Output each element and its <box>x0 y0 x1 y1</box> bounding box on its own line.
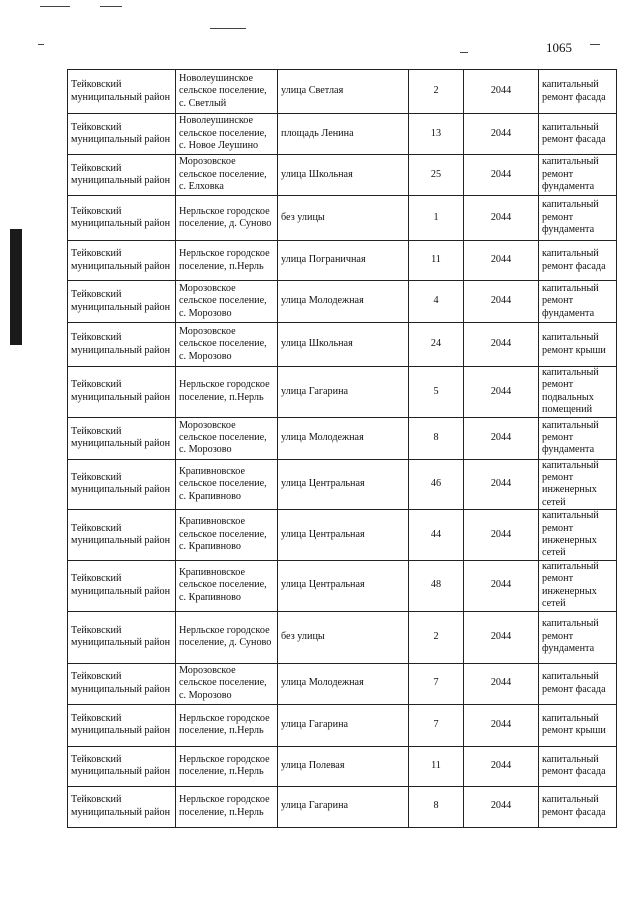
district-cell: Тейковский муниципальный район <box>68 704 176 746</box>
district-cell: Тейковский муниципальный район <box>68 114 176 155</box>
work-type-cell: капитальный ремонт подвальных помещений <box>539 367 617 418</box>
year-cell: 2044 <box>464 196 539 241</box>
year-cell: 2044 <box>464 510 539 561</box>
scan-artifact <box>38 44 44 45</box>
table-row <box>68 241 617 281</box>
work-type-cell: капитальный ремонт крыши <box>539 704 617 746</box>
street-cell: улица Молодежная <box>278 663 409 704</box>
work-type-cell: капитальный ремонт фасада <box>539 746 617 786</box>
house-number-cell: 5 <box>409 367 464 418</box>
table-row <box>68 114 617 155</box>
table-row <box>68 70 617 114</box>
year-cell: 2044 <box>464 560 539 611</box>
table-row <box>68 560 617 611</box>
street-cell: улица Центральная <box>278 510 409 561</box>
settlement-cell: Морозовское сельское поселение, с. Морозово <box>176 323 278 367</box>
settlement-cell: Крапивновское сельское поселение, с. Крапивново <box>176 560 278 611</box>
table-row <box>68 510 617 561</box>
settlement-cell: Нерльское городское поселение, п.Нерль <box>176 746 278 786</box>
street-cell: улица Светлая <box>278 70 409 114</box>
settlement-cell: Морозовское сельское поселение, с. Елховка <box>176 155 278 196</box>
work-type-cell: капитальный ремонт фундамента <box>539 417 617 459</box>
house-number-cell: 7 <box>409 704 464 746</box>
table-row <box>68 281 617 323</box>
table-row <box>68 367 617 418</box>
register-table <box>67 69 617 828</box>
street-cell: улица Центральная <box>278 560 409 611</box>
house-number-cell: 46 <box>409 459 464 510</box>
table-row <box>68 704 617 746</box>
year-cell: 2044 <box>464 417 539 459</box>
district-cell: Тейковский муниципальный район <box>68 70 176 114</box>
scan-artifact <box>590 44 600 45</box>
district-cell: Тейковский муниципальный район <box>68 786 176 827</box>
district-cell: Тейковский муниципальный район <box>68 155 176 196</box>
year-cell: 2044 <box>464 704 539 746</box>
scan-artifact <box>210 28 246 29</box>
house-number-cell: 1 <box>409 196 464 241</box>
settlement-cell: Морозовское сельское поселение, с. Морозово <box>176 417 278 459</box>
street-cell: улица Центральная <box>278 459 409 510</box>
work-type-cell: капитальный ремонт фасада <box>539 70 617 114</box>
work-type-cell: капитальный ремонт фасада <box>539 241 617 281</box>
street-cell: улица Школьная <box>278 323 409 367</box>
house-number-cell: 13 <box>409 114 464 155</box>
district-cell: Тейковский муниципальный район <box>68 560 176 611</box>
work-type-cell: капитальный ремонт фундамента <box>539 611 617 663</box>
street-cell: улица Гагарина <box>278 704 409 746</box>
house-number-cell: 48 <box>409 560 464 611</box>
work-type-cell: капитальный ремонт фасада <box>539 114 617 155</box>
district-cell: Тейковский муниципальный район <box>68 323 176 367</box>
work-type-cell: капитальный ремонт фундамента <box>539 281 617 323</box>
street-cell: улица Молодежная <box>278 417 409 459</box>
district-cell: Тейковский муниципальный район <box>68 611 176 663</box>
house-number-cell: 7 <box>409 663 464 704</box>
settlement-cell: Крапивновское сельское поселение, с. Крапивново <box>176 459 278 510</box>
scan-artifact <box>460 52 468 53</box>
year-cell: 2044 <box>464 459 539 510</box>
settlement-cell: Морозовское сельское поселение, с. Морозово <box>176 663 278 704</box>
district-cell: Тейковский муниципальный район <box>68 510 176 561</box>
year-cell: 2044 <box>464 367 539 418</box>
work-type-cell: капитальный ремонт инженерных сетей <box>539 459 617 510</box>
work-type-cell: капитальный ремонт инженерных сетей <box>539 510 617 561</box>
house-number-cell: 44 <box>409 510 464 561</box>
district-cell: Тейковский муниципальный район <box>68 241 176 281</box>
settlement-cell: Нерльское городское поселение, д. Суново <box>176 611 278 663</box>
year-cell: 2044 <box>464 323 539 367</box>
table-row <box>68 417 617 459</box>
year-cell: 2044 <box>464 241 539 281</box>
settlement-cell: Нерльское городское поселение, д. Суново <box>176 196 278 241</box>
table-row <box>68 459 617 510</box>
year-cell: 2044 <box>464 281 539 323</box>
house-number-cell: 8 <box>409 417 464 459</box>
street-cell: площадь Ленина <box>278 114 409 155</box>
district-cell: Тейковский муниципальный район <box>68 459 176 510</box>
settlement-cell: Нерльское городское поселение, п.Нерль <box>176 367 278 418</box>
work-type-cell: капитальный ремонт крыши <box>539 323 617 367</box>
settlement-cell: Крапивновское сельское поселение, с. Крапивново <box>176 510 278 561</box>
street-cell: без улицы <box>278 611 409 663</box>
page-number: 1065 <box>546 40 572 55</box>
table-row <box>68 323 617 367</box>
district-cell: Тейковский муниципальный район <box>68 281 176 323</box>
house-number-cell: 2 <box>409 611 464 663</box>
street-cell: улица Полевая <box>278 746 409 786</box>
settlement-cell: Нерльское городское поселение, п.Нерль <box>176 241 278 281</box>
table-row <box>68 663 617 704</box>
settlement-cell: Новолеушинское сельское поселение, с. Новое Леушино <box>176 114 278 155</box>
district-cell: Тейковский муниципальный район <box>68 196 176 241</box>
street-cell: улица Молодежная <box>278 281 409 323</box>
work-type-cell: капитальный ремонт фундамента <box>539 155 617 196</box>
year-cell: 2044 <box>464 611 539 663</box>
street-cell: улица Гагарина <box>278 786 409 827</box>
house-number-cell: 8 <box>409 786 464 827</box>
table-row <box>68 611 617 663</box>
house-number-cell: 4 <box>409 281 464 323</box>
house-number-cell: 24 <box>409 323 464 367</box>
settlement-cell: Нерльское городское поселение, п.Нерль <box>176 786 278 827</box>
street-cell: улица Гагарина <box>278 367 409 418</box>
district-cell: Тейковский муниципальный район <box>68 417 176 459</box>
work-type-cell: капитальный ремонт фасада <box>539 786 617 827</box>
year-cell: 2044 <box>464 663 539 704</box>
work-type-cell: капитальный ремонт фундамента <box>539 196 617 241</box>
district-cell: Тейковский муниципальный район <box>68 746 176 786</box>
work-type-cell: капитальный ремонт фасада <box>539 663 617 704</box>
year-cell: 2044 <box>464 786 539 827</box>
street-cell: улица Школьная <box>278 155 409 196</box>
year-cell: 2044 <box>464 70 539 114</box>
street-cell: улица Пограничная <box>278 241 409 281</box>
table-row <box>68 786 617 827</box>
district-cell: Тейковский муниципальный район <box>68 367 176 418</box>
year-cell: 2044 <box>464 155 539 196</box>
house-number-cell: 11 <box>409 746 464 786</box>
scan-artifact <box>100 6 122 7</box>
year-cell: 2044 <box>464 746 539 786</box>
binding-mark <box>10 229 22 345</box>
house-number-cell: 2 <box>409 70 464 114</box>
settlement-cell: Нерльское городское поселение, п.Нерль <box>176 704 278 746</box>
district-cell: Тейковский муниципальный район <box>68 663 176 704</box>
register-table-body <box>68 70 617 828</box>
settlement-cell: Новолеушинское сельское поселение, с. Светлый <box>176 70 278 114</box>
scan-artifact <box>40 6 70 7</box>
table-row <box>68 746 617 786</box>
work-type-cell: капитальный ремонт инженерных сетей <box>539 560 617 611</box>
year-cell: 2044 <box>464 114 539 155</box>
table-row <box>68 196 617 241</box>
house-number-cell: 25 <box>409 155 464 196</box>
street-cell: без улицы <box>278 196 409 241</box>
settlement-cell: Морозовское сельское поселение, с. Морозово <box>176 281 278 323</box>
table-row <box>68 155 617 196</box>
house-number-cell: 11 <box>409 241 464 281</box>
